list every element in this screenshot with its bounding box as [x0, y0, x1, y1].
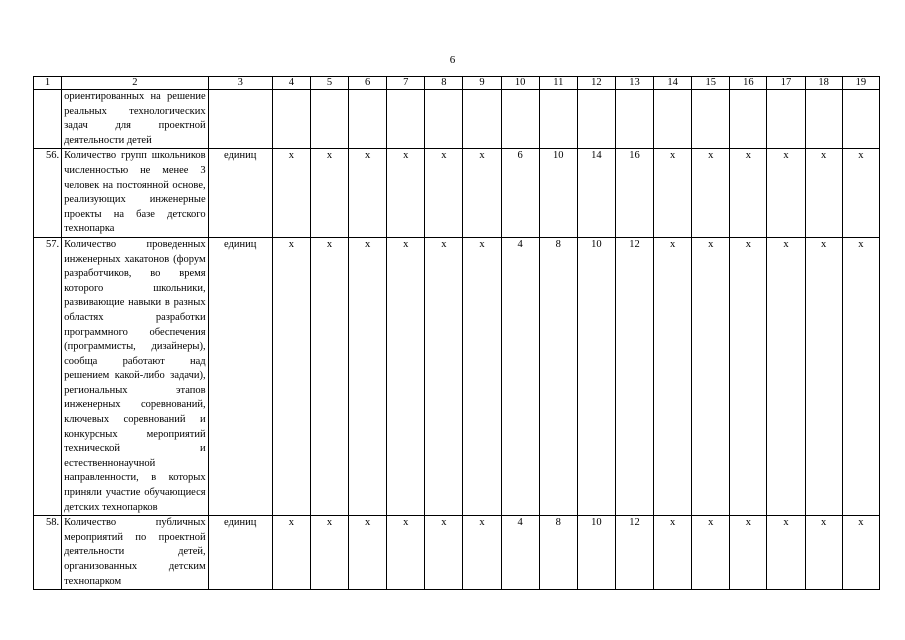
column-header-14: 14	[654, 77, 692, 90]
value-cell	[387, 90, 425, 149]
column-header-13: 13	[615, 77, 653, 90]
value-cell	[654, 90, 692, 149]
value-cell	[539, 90, 577, 149]
value-cell: х	[310, 149, 348, 238]
unit-of-measure	[208, 90, 272, 149]
value-cell: х	[310, 516, 348, 590]
value-cell: х	[842, 516, 879, 590]
column-header-10: 10	[501, 77, 539, 90]
value-cell	[730, 90, 767, 149]
value-cell: х	[730, 516, 767, 590]
value-cell: х	[463, 237, 501, 515]
value-cell	[767, 90, 805, 149]
value-cell: х	[463, 149, 501, 238]
value-cell: х	[349, 237, 387, 515]
indicator-name: Количество проведенных инженерных хакатонов (форум разработчиков, во время которого школьники, развивающие навыки в разных областях разработки программного обеспечения (программисты, дизайнеры), сообща работают над решением какой-либо задачи), региональных этапов инженерных соревнований, ключевых соревнований и конкурсных мероприятий технической и естественнонаучной направленности, в которых приняли участие обучающиеся детских технопарков	[62, 237, 209, 515]
value-cell: х	[730, 237, 767, 515]
column-header-1: 1	[34, 77, 62, 90]
column-header-2: 2	[62, 77, 209, 90]
value-cell: х	[310, 237, 348, 515]
value-cell	[272, 90, 310, 149]
value-cell: х	[425, 237, 463, 515]
value-cell: х	[692, 149, 730, 238]
value-cell: 14	[577, 149, 615, 238]
row-number: 58.	[34, 516, 62, 590]
indicator-name: Количество групп школьников численностью не менее 3 человек на постоянной основе, реализующих инженерные проекты на базе детского технопарка	[62, 149, 209, 238]
column-header-18: 18	[805, 77, 842, 90]
indicator-name: ориентированных на решение реальных технологических задач для проектной деятельности детей	[62, 90, 209, 149]
table-row	[34, 149, 880, 238]
value-cell: х	[387, 149, 425, 238]
unit-of-measure: единиц	[208, 237, 272, 515]
value-cell: х	[842, 149, 879, 238]
column-number-header-row	[34, 77, 880, 90]
value-cell: х	[805, 516, 842, 590]
value-cell	[425, 90, 463, 149]
unit-of-measure: единиц	[208, 149, 272, 238]
value-cell	[842, 90, 879, 149]
value-cell	[692, 90, 730, 149]
indicators-table	[33, 76, 880, 590]
value-cell: х	[425, 516, 463, 590]
page-number: 6	[449, 54, 456, 66]
value-cell: 8	[539, 237, 577, 515]
column-header-8: 8	[425, 77, 463, 90]
value-cell	[615, 90, 653, 149]
row-number	[34, 90, 62, 149]
value-cell: х	[730, 149, 767, 238]
row-number: 56.	[34, 149, 62, 238]
value-cell: 10	[577, 516, 615, 590]
value-cell: х	[805, 237, 842, 515]
value-cell: х	[767, 149, 805, 238]
column-header-7: 7	[387, 77, 425, 90]
table-body	[34, 77, 880, 590]
column-header-3: 3	[208, 77, 272, 90]
row-number: 57.	[34, 237, 62, 515]
value-cell: х	[692, 237, 730, 515]
column-header-12: 12	[577, 77, 615, 90]
table-row	[34, 90, 880, 149]
value-cell: 12	[615, 237, 653, 515]
value-cell: х	[767, 237, 805, 515]
table-row	[34, 237, 880, 515]
column-header-15: 15	[692, 77, 730, 90]
column-header-9: 9	[463, 77, 501, 90]
value-cell: 4	[501, 516, 539, 590]
value-cell: х	[349, 516, 387, 590]
value-cell: 12	[615, 516, 653, 590]
value-cell: х	[387, 237, 425, 515]
value-cell: х	[272, 237, 310, 515]
value-cell	[463, 90, 501, 149]
column-header-16: 16	[730, 77, 767, 90]
value-cell: 16	[615, 149, 653, 238]
value-cell	[805, 90, 842, 149]
value-cell: х	[425, 149, 463, 238]
value-cell: х	[692, 516, 730, 590]
value-cell: х	[387, 516, 425, 590]
value-cell	[501, 90, 539, 149]
column-header-6: 6	[349, 77, 387, 90]
value-cell: х	[654, 149, 692, 238]
value-cell	[349, 90, 387, 149]
value-cell	[577, 90, 615, 149]
value-cell: х	[272, 149, 310, 238]
column-header-4: 4	[272, 77, 310, 90]
column-header-11: 11	[539, 77, 577, 90]
value-cell: 10	[539, 149, 577, 238]
value-cell: х	[654, 516, 692, 590]
column-header-17: 17	[767, 77, 805, 90]
indicator-name: Количество публичных мероприятий по проектной деятельности детей, организованных детским технопарком	[62, 516, 209, 590]
value-cell: х	[767, 516, 805, 590]
value-cell: 8	[539, 516, 577, 590]
value-cell: х	[842, 237, 879, 515]
value-cell: х	[654, 237, 692, 515]
column-header-5: 5	[310, 77, 348, 90]
value-cell	[310, 90, 348, 149]
value-cell: х	[272, 516, 310, 590]
value-cell: х	[349, 149, 387, 238]
unit-of-measure: единиц	[208, 516, 272, 590]
value-cell: 10	[577, 237, 615, 515]
value-cell: х	[805, 149, 842, 238]
table-row	[34, 516, 880, 590]
value-cell: 4	[501, 237, 539, 515]
value-cell: 6	[501, 149, 539, 238]
column-header-19: 19	[842, 77, 879, 90]
value-cell: х	[463, 516, 501, 590]
